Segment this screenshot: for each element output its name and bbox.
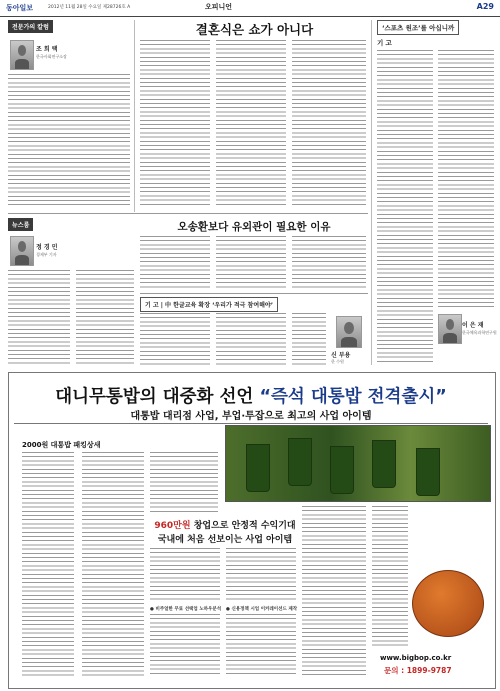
ad-headline xyxy=(18,383,484,408)
column-headline: 오송환보다 유외관이 필요한 이유 xyxy=(177,221,331,233)
contribution-kicker: 기 고 | 中 한글교육 확장 ‘우리가 적극 참여해야’ xyxy=(140,297,278,312)
product-photo xyxy=(225,425,491,502)
sports-body-text xyxy=(377,50,433,365)
author-title: 한국체육과학연구원 xyxy=(462,330,497,335)
ad-subheadline: 대통밥 대리점 사업, 부업·투잡으로 최고의 사업 아이템 xyxy=(130,411,372,422)
ad-body-text xyxy=(226,548,296,600)
ad-promo-line xyxy=(150,518,300,531)
ad-body-text xyxy=(150,548,220,600)
author-photo xyxy=(336,316,362,348)
editorial-body-text xyxy=(292,40,366,208)
contribution-body-text xyxy=(292,313,326,365)
ad-promo-line-2: 국내에 처음 선보이는 사업 아이템 xyxy=(157,535,293,545)
brand-logo-image xyxy=(412,570,484,637)
sports-body-text xyxy=(438,50,494,308)
ad-body-text xyxy=(82,452,144,677)
editorial-headline: 결혼식은 쇼가 아니다 xyxy=(195,22,314,37)
ad-website[interactable]: www.bigbop.co.kr xyxy=(380,654,452,662)
ad-promo-text: 창업으로 안정적 수익기대 xyxy=(190,521,296,531)
editorial-body-text xyxy=(216,40,286,208)
dateline: 2012년 11월 28일 수요일 제28726호 A xyxy=(48,5,131,10)
ad-body-text xyxy=(22,452,74,677)
author-title: 한국사회연구소장 xyxy=(36,54,67,59)
column-body-text xyxy=(140,236,210,288)
column-body-text xyxy=(8,74,130,208)
author-photo xyxy=(438,314,462,344)
contribution-body-text xyxy=(140,313,210,365)
author-name: 조 희 택 xyxy=(36,46,58,53)
page-number: A29 xyxy=(476,2,494,11)
author-name: 이 은 재 xyxy=(462,322,484,329)
masthead: 동아일보 xyxy=(6,4,34,12)
ad-headline-main: 대니무통밥의 대중화 선언 xyxy=(55,387,260,407)
expert-column-kicker: 전문가의 칼럼 xyxy=(8,20,53,33)
column-body-text xyxy=(216,236,286,288)
column-body-text xyxy=(8,270,70,365)
ad-headline-quote: “즉석 대통밥 전격출시” xyxy=(259,387,447,407)
ad-body-text xyxy=(150,614,220,676)
ad-body-text xyxy=(226,614,296,676)
editorial-body-text xyxy=(140,40,210,208)
author-title: 경제부 기자 xyxy=(36,252,57,257)
ad-note: ● 비주얼한 무료 선택업 노하우분석 xyxy=(150,607,222,612)
sports-sub-kicker: 기 고 xyxy=(377,39,392,47)
ad-section-title: 2000원 대통밥 패킹상새 xyxy=(22,441,101,449)
column-body-text xyxy=(292,236,366,288)
contribution-body-text xyxy=(216,313,286,365)
author-name: 신 부용 xyxy=(331,352,351,359)
author-name: 정 경 민 xyxy=(36,244,58,251)
author-photo xyxy=(10,236,34,266)
ad-body-text xyxy=(150,452,218,512)
section-title: 오피니언 xyxy=(205,3,233,11)
section-divider xyxy=(8,213,368,214)
author-photo xyxy=(10,40,34,70)
ad-note: ● 신용정책 시업 이커레이션드 제작 xyxy=(226,607,298,612)
ad-promo-amount: 960만원 xyxy=(154,521,191,531)
ad-phone: 문의 : 1899-9787 xyxy=(384,666,452,675)
sports-kicker: ‘스포츠 원조’를 아십니까 xyxy=(377,20,459,35)
ad-body-text xyxy=(302,506,366,676)
column-divider xyxy=(134,20,135,212)
author-title: 한 수원 xyxy=(331,359,344,364)
section-divider xyxy=(140,293,368,294)
column-divider xyxy=(371,20,372,365)
news-kicker: 뉴스룸 xyxy=(8,218,33,231)
ad-body-text xyxy=(372,506,408,646)
column-body-text xyxy=(76,270,134,365)
ad-divider xyxy=(14,423,488,424)
